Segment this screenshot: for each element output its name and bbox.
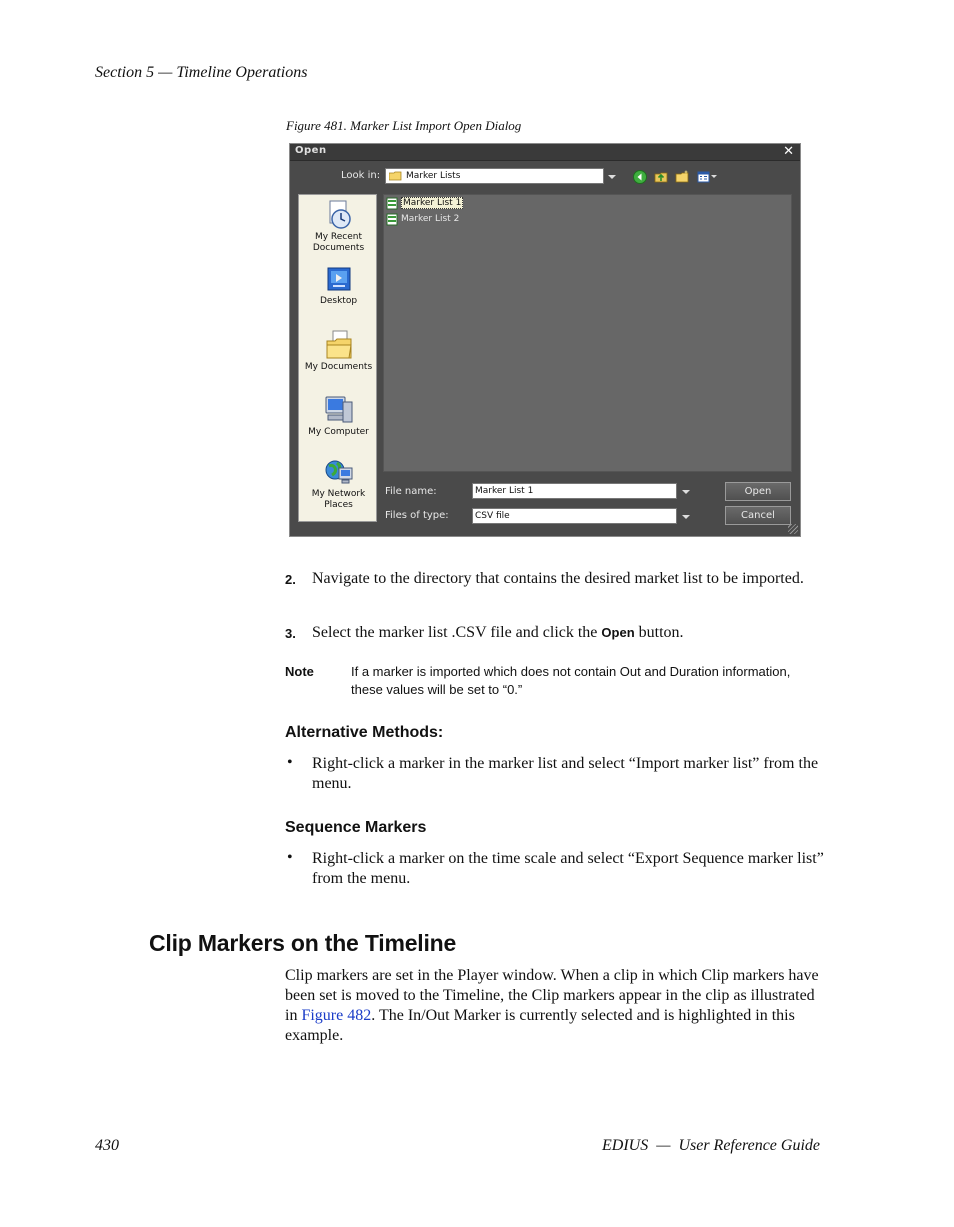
open-button[interactable]: Open [725, 482, 791, 501]
file-name: Marker List 1 [403, 198, 462, 208]
sequence-markers-heading: Sequence Markers [285, 819, 427, 836]
note-label: Note [285, 664, 314, 679]
file-type-dropdown-icon[interactable] [682, 515, 690, 519]
section-heading: Clip Markers on the Timeline [149, 930, 457, 956]
step-number: 2. [285, 572, 296, 587]
file-list[interactable] [383, 194, 792, 472]
clip-markers-paragraph [285, 966, 830, 1046]
look-in-label: Look in: [341, 170, 381, 181]
file-name-label: File name: [385, 486, 437, 497]
resize-grip-icon[interactable] [788, 524, 798, 534]
paragraph-text: Clip markers are set in the Player window. When a clip in which Clip markers have been set is moved to the Timeline, the Clip markers appear in the clip as illustrated in [285, 967, 819, 1024]
cancel-button[interactable]: Cancel [725, 506, 791, 525]
file-name: Marker List 2 [401, 214, 460, 224]
look-in-dropdown-icon[interactable] [608, 175, 616, 179]
back-icon[interactable] [632, 169, 648, 185]
step-number: 3. [285, 626, 296, 641]
figure-482-link[interactable]: Figure 482 [301, 1007, 372, 1024]
bullet: • [287, 754, 293, 771]
folder-icon [389, 171, 402, 181]
look-in-value: Marker Lists [406, 171, 461, 181]
file-name-dropdown-icon[interactable] [682, 490, 690, 494]
view-menu-icon[interactable] [696, 169, 712, 185]
up-folder-icon[interactable] [653, 169, 669, 185]
list-item[interactable] [386, 213, 459, 226]
place-network-places[interactable] [299, 458, 378, 511]
desktop-icon [324, 265, 354, 295]
open-dialog [289, 143, 801, 537]
step-text [312, 623, 832, 643]
place-desktop[interactable] [299, 265, 378, 307]
view-dropdown-icon[interactable] [711, 175, 717, 178]
note-text: If a marker is imported which does not contain Out and Duration information, these values will be set to “0.” [351, 664, 791, 697]
recent-documents-icon [324, 199, 354, 231]
guide-title: EDIUS — User Reference Guide [602, 1137, 821, 1154]
new-folder-icon[interactable] [674, 169, 690, 185]
step-text-part: button. [634, 624, 684, 641]
place-label: Desktop [319, 296, 358, 306]
file-type-label: Files of type: [385, 510, 449, 521]
place-label: My Computer [308, 427, 369, 437]
step-text: Navigate to the directory that contains the desired market list to be imported. [312, 570, 804, 587]
page-number: 430 [95, 1137, 119, 1154]
look-in-combo[interactable] [385, 168, 604, 184]
bullet: • [287, 849, 293, 866]
place-label: My Documents [304, 362, 373, 372]
dialog-titlebar [290, 144, 800, 161]
csv-file-icon [386, 197, 399, 210]
figure-caption: Figure 481. Marker List Import Open Dialog [286, 118, 522, 133]
ui-word-open: Open [601, 625, 635, 640]
dialog-title: Open [295, 145, 327, 156]
alternative-methods-heading: Alternative Methods: [285, 724, 444, 741]
place-recent-documents[interactable] [299, 199, 378, 254]
file-name-input[interactable]: Marker List 1 [472, 483, 677, 499]
place-label: My Network Places [311, 489, 366, 510]
alternative-methods-item: Right-click a marker in the marker list and select “Import marker list” from the menu. [312, 755, 819, 792]
step-text-part: Select the marker list .CSV file and click the [312, 624, 602, 641]
csv-file-icon [386, 213, 399, 226]
paragraph-text: . The In/Out Marker is currently selected and is highlighted in this example. [285, 1007, 795, 1044]
places-bar [298, 194, 377, 522]
list-item[interactable] [386, 197, 463, 210]
file-type-select[interactable]: CSV file [472, 508, 677, 524]
my-documents-icon [324, 329, 354, 361]
place-my-documents[interactable] [299, 329, 378, 373]
section-header: Section 5 — Timeline Operations [95, 64, 308, 81]
place-my-computer[interactable] [299, 394, 378, 438]
my-computer-icon [323, 394, 355, 426]
place-label: My Recent Documents [312, 232, 365, 253]
sequence-markers-item: Right-click a marker on the time scale and select “Export Sequence marker list” from the menu. [312, 850, 824, 887]
close-icon[interactable]: ✕ [783, 144, 794, 159]
network-places-icon [323, 458, 355, 488]
